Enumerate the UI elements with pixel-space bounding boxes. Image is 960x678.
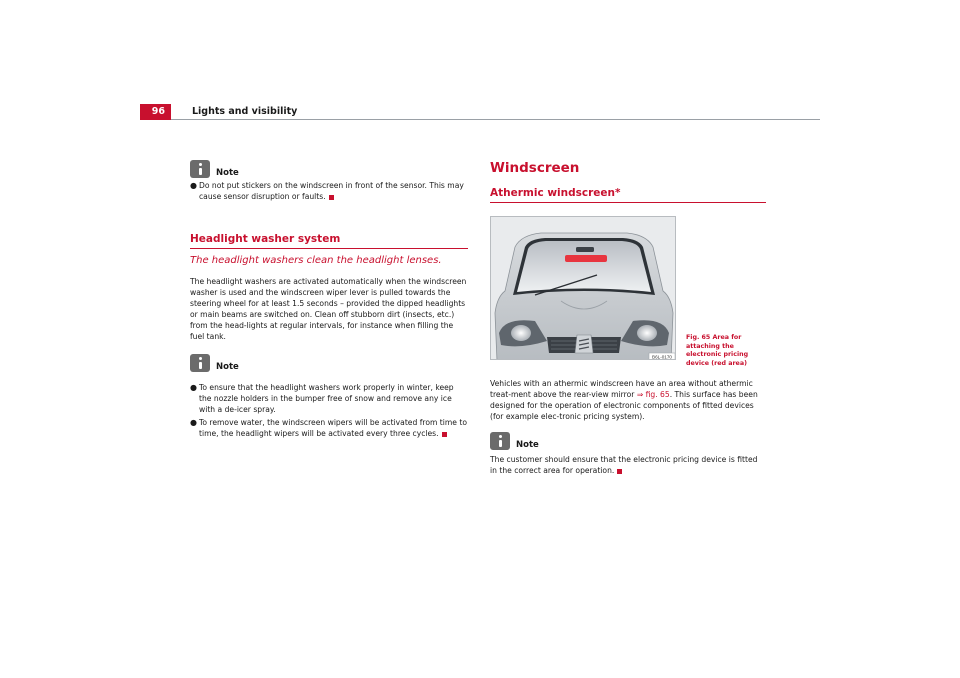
note-label: Note [216,168,239,178]
figure-caption: Fig. 65 Area for attaching the electronic pricing device (red area) [686,334,749,367]
bullet-icon: ● [190,418,197,427]
section-title: Lights and visibility [192,106,298,117]
headlight-washer-subtitle: The headlight washers clean the headlight lenses. [190,255,442,266]
header-divider [171,119,820,120]
right-column [490,160,766,475]
note-bullet-text: To remove water, the windscreen wipers will be activated from time to time, the headlight wipers will be activated every three cycles. [199,418,467,438]
note-bullet [190,382,468,415]
windscreen-note [490,432,766,476]
note-icon [190,354,210,372]
note-heading [190,160,468,178]
note-icon [190,160,210,178]
car-front-illustration [491,217,676,360]
end-mark-icon [442,432,447,437]
headlight-washer-body: The headlight washers are activated automatically when the windscreen washer is used and the windscreen wiper lever is pulled towards the steering wheel for at least 1.5 seconds – provided the dipped headlights or main beams are switched on. Clean off stubborn dirt (insects, etc.) from the head-lights at regular intervals, for instance when filling the fuel tank. [190,277,467,341]
figure-reference-link[interactable]: ⇒ fig. 65 [636,390,670,399]
end-mark-icon [617,469,622,474]
note-bullet [190,417,468,439]
windscreen-note-body: The customer should ensure that the electronic pricing device is fitted in the correct area for operation. [490,455,758,475]
note-heading [190,354,468,372]
note-bullet-text: To ensure that the headlight washers work properly in winter, keep the nozzle holders in the bumper free of snow and remove any ice with a de-icer spray. [199,383,454,414]
athermic-body: Vehicles with an athermic windscreen have an area without athermic treat-ment above the rear-view mirror ⇒ fig. 65. This surface has been designed for the operation of electronic components of fitted devices (for example elec-tronic pricing system). [490,379,758,421]
bullet-icon: ● [190,383,197,392]
bullet-icon: ● [190,181,197,190]
note-label: Note [216,362,239,372]
page-header [140,104,820,120]
windscreen-title: Windscreen [490,160,580,176]
athermic-windscreen-heading: Athermic windscreen* [490,186,766,203]
headlight-washer-title: Headlight washer system [190,232,468,249]
note-heading [490,432,766,450]
page-number: 96 [140,104,171,120]
note-bullet-text: Do not put stickers on the windscreen in front of the sensor. This may cause sensor disruption or faults. [199,181,464,201]
note-bullet [190,180,468,202]
left-column [190,160,468,439]
note-label: Note [516,440,539,450]
note-icon [490,432,510,450]
end-mark-icon [329,195,334,200]
headlight-washer-section [190,232,468,439]
windscreen-figure [490,216,676,360]
figure-code: B6L-0170 [652,354,672,360]
